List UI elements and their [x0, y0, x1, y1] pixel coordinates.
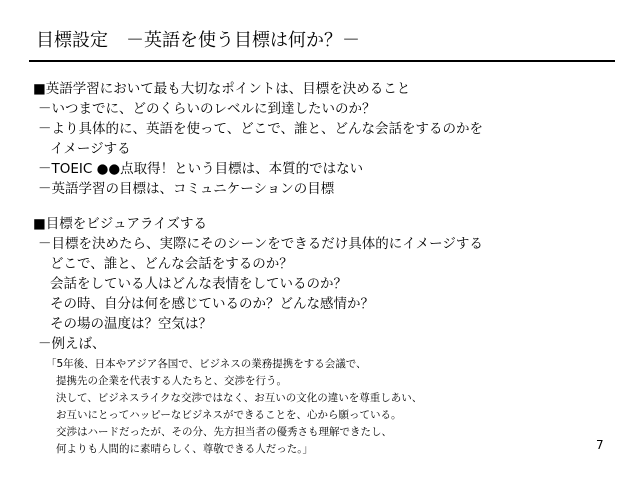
section2-line: その場の温度は？空気は？ — [50, 316, 212, 332]
section2-line: 会話をしている人はどんな表情をしているのか？ — [50, 276, 347, 292]
example-line: 決して、ビジネスライクな交渉ではなく、お互いの文化の違いを尊重しあい、 — [56, 392, 423, 404]
section1-line: －より具体的に、英語を使って、どこで、誰と、どんな会話をするのかを — [38, 121, 483, 137]
section2-line: －目標を決めたら、実際にそのシーンをできるだけ具体的にイメージする — [38, 236, 483, 252]
page-number: 7 — [596, 438, 604, 452]
section2-heading: ■目標をビジュアライズする — [33, 216, 207, 232]
example-line: お互いにとってハッピーなビジネスができることを、心から願っている。 — [56, 409, 402, 421]
section2-line: －例えば、 — [38, 336, 106, 352]
example-line: 「5年後、日本やアジア各国で、ビジネスの業務提携をする会議で、 — [46, 358, 367, 370]
section1-line: イメージする — [50, 141, 131, 157]
example-line: 何よりも人間的に素晴らしく、尊敬できる人だった。」 — [56, 443, 314, 455]
slide-title: 目標設定 －英語を使う目標は何か？－ — [36, 30, 360, 51]
section1-heading: ■英語学習において最も大切なポイントは、目標を決めること — [33, 81, 411, 97]
example-line: 提携先の企業を代表する人たちと、交渉を行う。 — [56, 375, 287, 387]
section1-line: －英語学習の目標は、コミュニケーションの目標 — [38, 181, 335, 197]
section2-line: どこで、誰と、どんな会話をするのか？ — [50, 256, 293, 272]
section1-line: －TOEIC ●●点取得！という目標は、本質的ではない — [38, 161, 364, 177]
example-line: 交渉はハードだったが、その分、先方担当者の優秀さも理解できたし、 — [56, 426, 392, 438]
section2-line: その時、自分は何を感じているのか？どんな感情か？ — [50, 296, 374, 312]
title-divider — [29, 60, 615, 62]
section1-line: －いつまでに、どのくらいのレベルに到達したいのか？ — [38, 101, 376, 117]
